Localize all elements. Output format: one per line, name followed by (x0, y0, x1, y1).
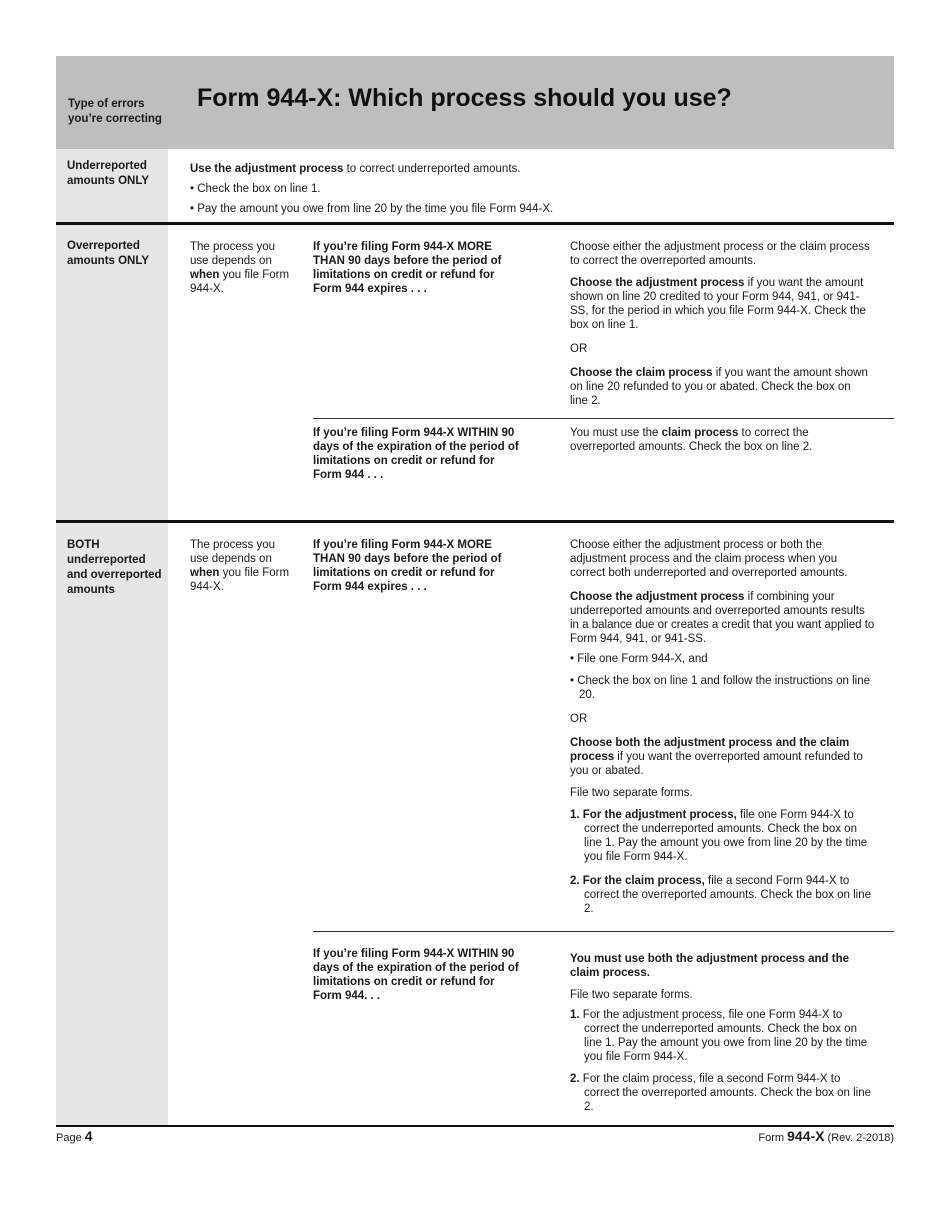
underreported-bullet-2: • Pay the amount you owe from line 20 by the time you file Form 944-X. (190, 203, 554, 215)
page-title: Form 944-X: Which process should you use? (197, 84, 732, 112)
header-left-label: Type of errors you’re correcting (68, 98, 162, 125)
both-depends-bold: when (190, 567, 220, 579)
overreported-adj-bold: Choose the adjustment process (570, 277, 745, 289)
both-case2-item1-num: 1. (570, 1009, 580, 1021)
case2-post: to correct the overreported amounts. Check the box on line 2. (570, 427, 813, 453)
row-label-both: BOTH underreported and overreported amounts (67, 539, 162, 596)
underreported-bullet-1: • Check the box on line 1. (190, 183, 321, 195)
row-label-underreported: Underreported amounts ONLY (67, 160, 150, 187)
footer-form-rev: (Rev. 2-2018) (824, 1132, 894, 1144)
divider-both-inner (313, 931, 894, 932)
divider-2 (56, 520, 894, 523)
footer-form-name: 944-X (787, 1128, 825, 1144)
both-case1-condition: If you’re filing Form 944-X MORE THAN 90 days before the period of limitations on credit or refund for Form 944 expires . . . (313, 539, 502, 593)
divider-1 (56, 222, 894, 225)
both-bullet-2: • Check the box on line 1 and follow the instructions on line 20. (570, 675, 871, 701)
footer-page (56, 1129, 93, 1145)
both-item1-bold: 1. For the adjustment process, (570, 809, 737, 821)
both-or: OR (570, 713, 588, 725)
both-depends-pre: The process you use depends on (190, 539, 276, 565)
footer-form-prefix: Form (758, 1132, 788, 1144)
both-case2-item2-num: 2. (570, 1073, 580, 1085)
both-item2-bold: 2. For the claim process, (570, 875, 705, 887)
overreported-case2-condition: If you’re filing Form 944-X WITHIN 90 days of the expiration of the period of limitations on credit or refund for Form 944 . . . (313, 427, 519, 481)
both-case1-intro: Choose either the adjustment process or both the adjustment process and the claim process when you correct both underreported and overreported amounts. (570, 539, 848, 579)
overreported-case2-content (570, 426, 870, 454)
both-case2-item1-text: For the adjustment process, file one Form 944-X to correct the underreported amounts. Check the box on line 1. Pay the amount you owe from line 20 by the time you file Form 944-X. (579, 1009, 868, 1063)
both-case2-must: You must use both the adjustment process and the claim process. (570, 953, 850, 979)
depends-post: you file Form 944-X. (190, 269, 290, 295)
both-adj-rest: if combining your underreported amounts and overreported amounts results in a balance due or creates a credit that you want applied to Form 944, 941, or 941-SS. (570, 591, 875, 645)
footer-form (758, 1129, 894, 1145)
overreported-claim-bold: Choose the claim process (570, 367, 713, 379)
footer-page-prefix: Page (56, 1132, 85, 1144)
left-column (56, 149, 168, 1127)
both-item2-rest: file a second Form 944-X to correct the overreported amounts. Check the box on line 2. (584, 875, 872, 915)
both-both-bold: Choose both the adjustment process and the claim process (570, 737, 850, 763)
both-item1-rest: file one Form 944-X to correct the underreported amounts. Check the box on line 1. Pay the amount you owe from line 20 by the time you file Form 944-X. (584, 809, 868, 863)
overreported-case1-content (570, 240, 870, 408)
overreported-or: OR (570, 343, 588, 355)
footer-page-number: 4 (84, 1128, 93, 1144)
both-case2-content (570, 952, 875, 1114)
depends-pre: The process you use depends on (190, 241, 276, 267)
both-case2-condition: If you’re filing Form 944-X WITHIN 90 days of the expiration of the period of limitations on credit or refund for Form 944. . . (313, 948, 519, 1002)
both-bullet-1: • File one Form 944-X, and (570, 653, 708, 665)
depends-bold: when (190, 269, 220, 281)
both-both-rest: if you want the overreported amount refunded to you or abated. (570, 751, 863, 777)
both-depends (190, 538, 290, 594)
overreported-depends (190, 240, 290, 296)
underreported-lead-bold: Use the adjustment process (190, 163, 344, 175)
both-case2-item2-text: For the claim process, file a second Form 944-X to correct the overreported amounts. Check the box on line 2. (579, 1073, 872, 1113)
underreported-content (190, 162, 880, 216)
both-two-forms: File two separate forms. (570, 787, 693, 799)
overreported-case1-intro: Choose either the adjustment process or the claim process to correct the overreported amounts. (570, 241, 870, 267)
case2-bold: claim process (661, 427, 739, 439)
underreported-lead-rest: to correct underreported amounts. (343, 163, 521, 175)
case2-pre: You must use the (570, 427, 662, 439)
overreported-adj-rest: if you want the amount shown on line 20 credited to your Form 944, 941, or 941-SS, for the period in which you file Form 944-X. Check the box on line 1. (570, 277, 866, 331)
overreported-claim-rest: if you want the amount shown on line 20 refunded to you or abated. Check the box on line 2. (570, 367, 868, 407)
row-label-overreported: Overreported amounts ONLY (67, 240, 150, 267)
both-case1-content (570, 538, 875, 916)
both-adj-bold: Choose the adjustment process (570, 591, 745, 603)
overreported-case1-condition: If you’re filing Form 944-X MORE THAN 90 days before the period of limitations on credit or refund for Form 944 expires . . . (313, 241, 502, 295)
divider-bottom (56, 1125, 894, 1127)
both-case2-two-forms: File two separate forms. (570, 989, 693, 1001)
divider-over-inner (313, 418, 894, 419)
both-depends-post: you file Form 944-X. (190, 567, 290, 593)
